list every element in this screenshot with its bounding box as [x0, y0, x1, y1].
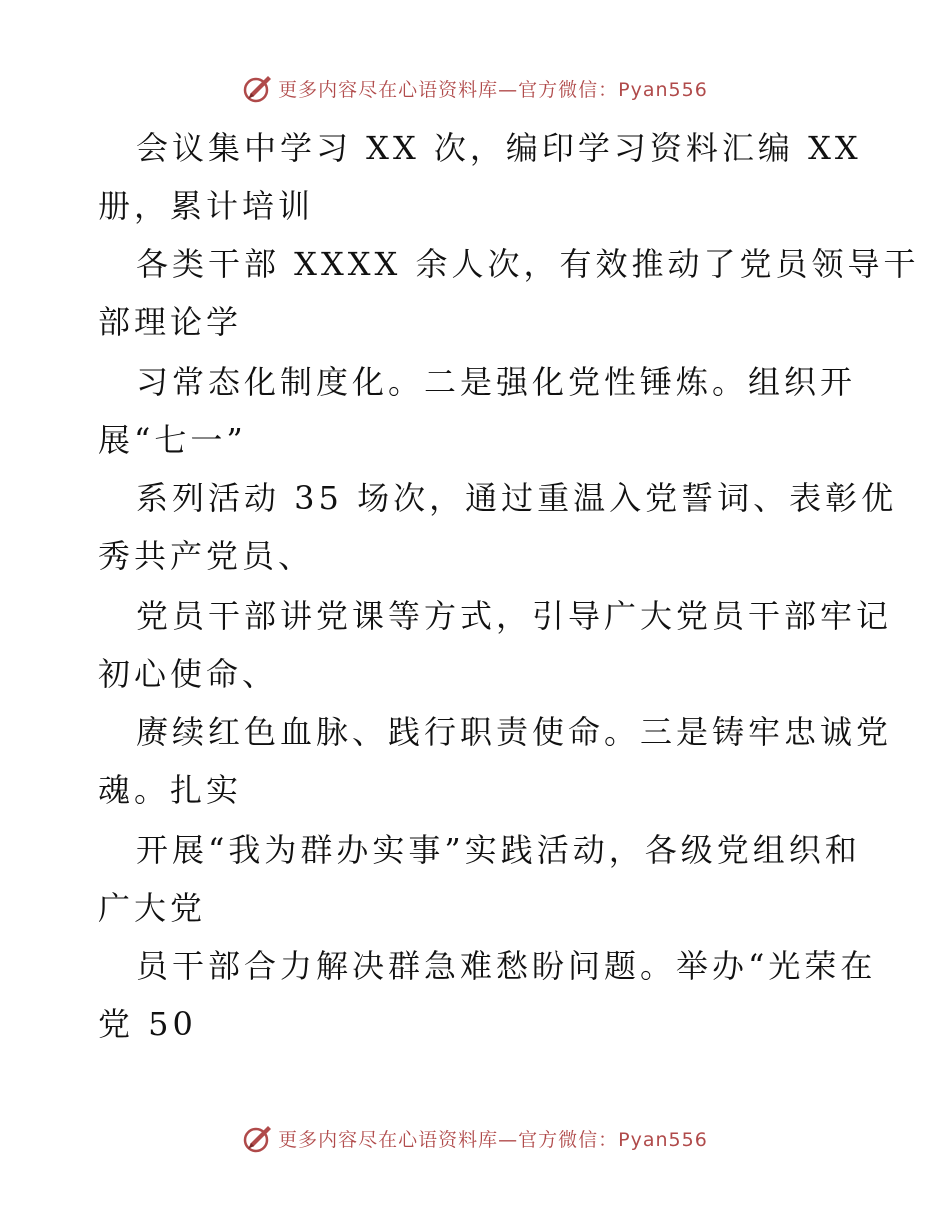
- text-line: 展“七一”: [98, 421, 247, 459]
- text-line: 初心使命、: [98, 655, 279, 693]
- text-line: 赓续红色血脉、践行职责使命。三是铸牢忠诚党: [136, 713, 893, 751]
- text-line: 党员干部讲党课等方式，引导广大党员干部牢记: [136, 597, 893, 635]
- text-line: 习常态化制度化。二是强化党性锤炼。组织开: [136, 363, 857, 401]
- text-line: 册，累计培训: [98, 187, 315, 225]
- quill-logo-icon: [242, 1122, 274, 1154]
- text-line: 党 50: [98, 1005, 197, 1043]
- text-line: 开展“我为群办实事”实践活动，各级党组织和: [136, 831, 861, 869]
- header-banner: [0, 72, 950, 104]
- text-line: 各类干部 XXXX 余人次，有效推动了党员领导干: [136, 245, 920, 283]
- header-banner-text: 更多内容尽在心语资料库—官方微信：Pyan556: [278, 78, 708, 101]
- text-line: 会议集中学习 XX 次，编印学习资料汇编 XX: [136, 129, 862, 167]
- text-line: 部理论学: [98, 303, 243, 341]
- text-line: 系列活动 35 场次，通过重温入党誓词、表彰优: [136, 479, 898, 517]
- footer-banner: [0, 1122, 950, 1154]
- text-line: 广大党: [98, 889, 207, 927]
- quill-logo-icon: [242, 72, 274, 104]
- text-line: 魂。扎实: [98, 771, 243, 809]
- text-line: 秀共产党员、: [98, 537, 315, 575]
- footer-banner-text: 更多内容尽在心语资料库—官方微信：Pyan556: [278, 1128, 708, 1151]
- text-line: 员干部合力解决群急难愁盼问题。举办“光荣在: [136, 947, 877, 985]
